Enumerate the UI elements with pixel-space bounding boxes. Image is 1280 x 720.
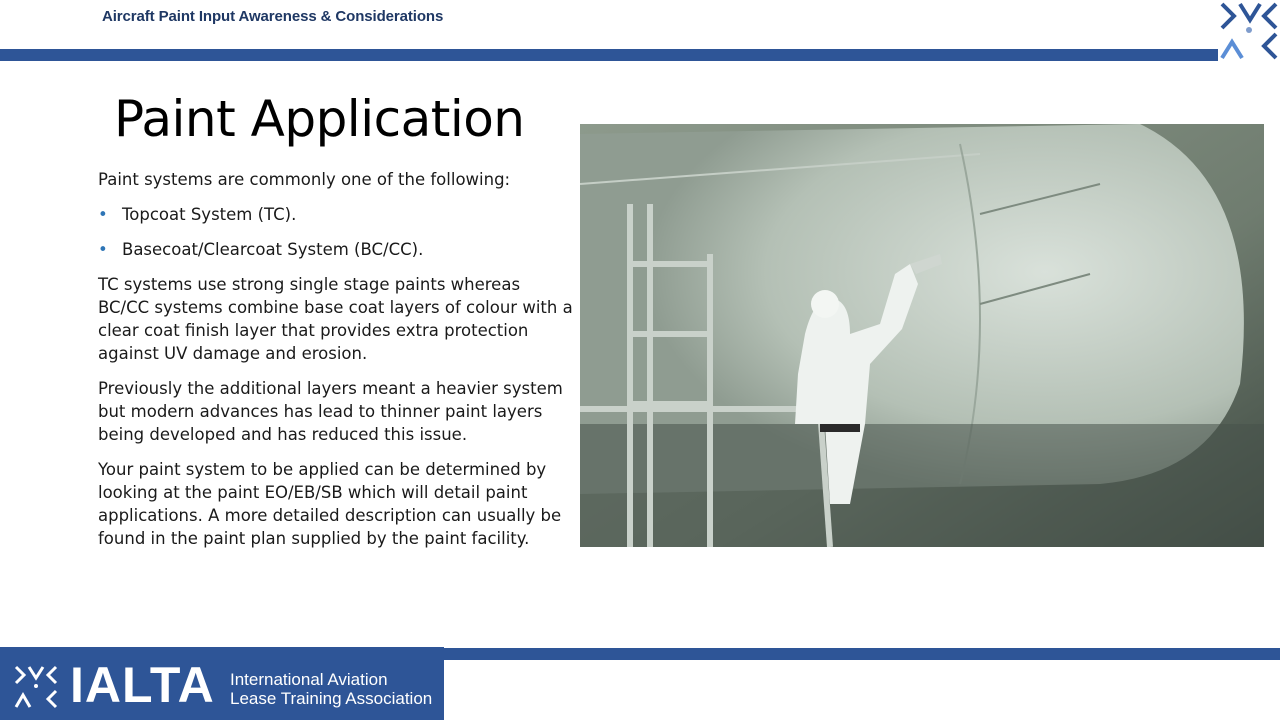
paragraph-previously: Previously the additional layers meant a heavier system but modern advances has lead to thinner paint layers being developed and has reduced this issue. xyxy=(98,379,563,444)
ialta-wordmark: IALTA xyxy=(70,657,215,713)
ialta-corner-logo xyxy=(1218,0,1280,62)
intro-text: Paint systems are commonly one of the following: xyxy=(98,170,511,189)
bullet-dot-icon: • xyxy=(98,205,108,224)
footer-bar xyxy=(444,648,1280,660)
paragraph-paint-system: Your paint system to be applied can be determined by looking at the paint EO/EB/SB which will detail paint applications. A more detailed description can usually be found in the paint plan supplied by the paint facility. xyxy=(98,460,562,548)
ialta-mark-icon xyxy=(14,665,58,709)
slide-title: Paint Application xyxy=(114,90,525,148)
org-line-2: Lease Training Association xyxy=(230,689,433,708)
ialta-footer-logo xyxy=(0,647,444,720)
aircraft-painting-photo xyxy=(580,124,1264,547)
bullet-item xyxy=(98,238,574,261)
paragraph-tc-systems: TC systems use strong single stage paints whereas BC/CC systems combine base coat layers of colour with a clear coat finish layer that provides extra protection against UV damage and erosion. xyxy=(98,275,573,363)
bullet-text: Topcoat System (TC). xyxy=(122,205,297,224)
ialta-org-name xyxy=(230,670,432,708)
slide-body xyxy=(98,168,574,562)
header-bar xyxy=(0,49,1218,61)
org-line-1: International Aviation xyxy=(230,670,388,689)
bullet-text: Basecoat/Clearcoat System (BC/CC). xyxy=(122,240,424,259)
bullet-item xyxy=(98,203,574,226)
course-title: Aircraft Paint Input Awareness & Considerations xyxy=(102,8,444,25)
bullet-dot-icon: • xyxy=(98,240,108,259)
